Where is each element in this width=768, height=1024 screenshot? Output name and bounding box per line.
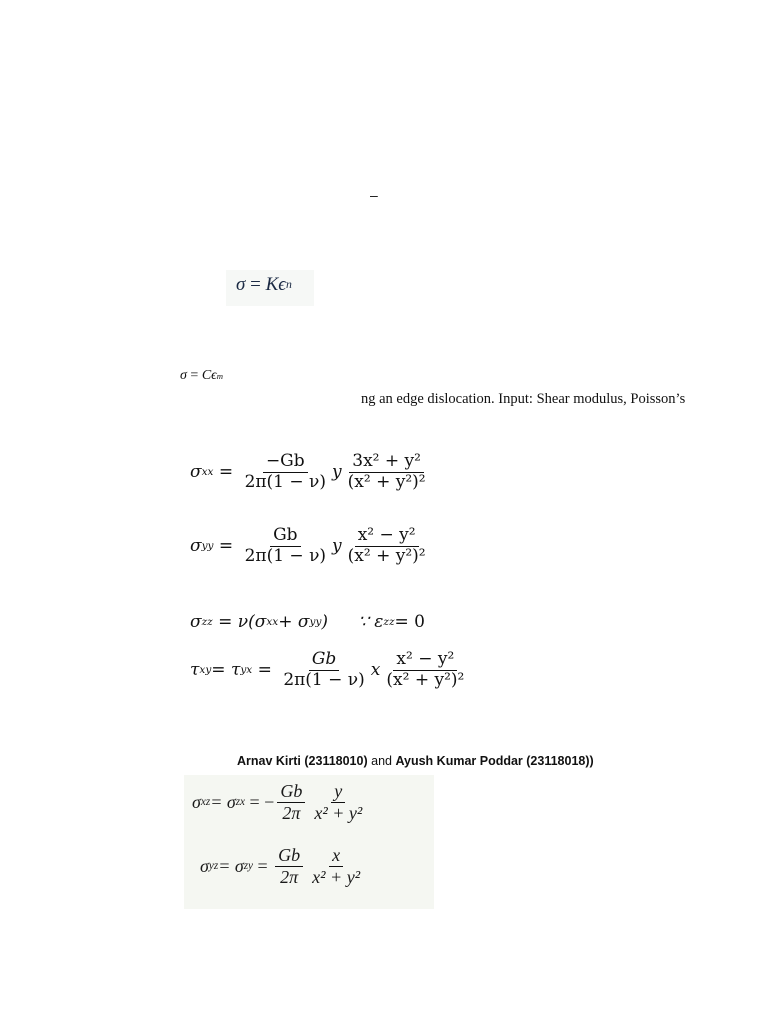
sigma-symbol: σ <box>236 274 246 295</box>
because-clause: ∵ ε <box>358 612 384 632</box>
sigma-symbol: σ <box>192 791 201 812</box>
because-rhs: = 0 <box>394 612 425 632</box>
sigma-xz-equation: σ xz = σ zx = − $\frac{Gb}{2\pi}$ $\frac{y}{\text{x² + y²}}$ <box>192 781 368 823</box>
sigma-zy: = σ <box>218 855 244 876</box>
author-2: Ayush Kumar Poddar (23118018)) <box>395 754 594 768</box>
multiplier: y <box>332 462 342 483</box>
denominator: 2π(1 − ν) <box>244 471 327 492</box>
fraction <box>242 452 329 492</box>
fraction <box>383 650 467 690</box>
rhs-text: + σ <box>278 612 310 632</box>
power-law-equation-2: σ = C ϵ m <box>180 368 224 383</box>
equals-minus: = − <box>245 791 275 812</box>
numerator: 3x² + y² <box>349 452 424 473</box>
multiplier: y <box>332 536 342 557</box>
body-text-fragment: ng an edge dislocation. Input: Shear modulus, Poisson’s <box>361 391 686 407</box>
numerator: y <box>331 781 345 803</box>
c-constant: C <box>201 368 212 383</box>
equals-sign: = <box>190 368 199 383</box>
k-constant: K <box>265 274 279 295</box>
fraction <box>309 845 363 887</box>
denominator: 2π(1 − ν) <box>283 669 365 690</box>
fraction <box>275 845 303 887</box>
sigma-yy-equation: σ yy = $\frac{Gb}{2\pi(1 - \nu)}$ y $\frac{\text{x² − y²}}{\text{(x² + y²)²}}$ <box>190 526 432 566</box>
fraction <box>277 781 305 823</box>
denominator: x² + y² <box>312 866 361 887</box>
sigma-zz-equation: σ zz = ν(σ xx + σ yy ) ∵ ε zz = 0 <box>190 612 425 632</box>
fraction <box>242 526 329 566</box>
sigma-symbol: σ <box>190 462 202 483</box>
denominator: 2π(1 − ν) <box>244 545 327 566</box>
sigma-zx: = σ <box>210 791 236 812</box>
sigma-symbol: σ <box>190 612 202 632</box>
denominator: 2π <box>282 802 301 823</box>
sigma-symbol: σ <box>180 368 187 383</box>
numerator: Gb <box>275 845 303 867</box>
denominator: (x² + y²)² <box>347 545 426 566</box>
multiplier: x <box>370 660 381 681</box>
author-1: Arnav Kirti (23118010) <box>237 754 368 768</box>
numerator: x² − y² <box>355 526 419 547</box>
fraction <box>280 650 367 690</box>
close-paren: ) <box>321 612 329 632</box>
tau-xy-equation: τ xy = τ yx = $\frac{Gb}{2\pi(1 - \nu)}$ x $\frac{\text{x² − y²}}{\text{(x² + y²)²}}$ <box>190 650 470 690</box>
numerator: −Gb <box>263 452 308 473</box>
sigma-yz-equation: σ yz = σ zy = $\frac{Gb}{2\pi}$ $\frac{x}{\text{x² + y²}}$ <box>200 845 366 887</box>
authors-line <box>237 754 594 768</box>
denominator: (x² + y²)² <box>386 669 465 690</box>
tau-symbol: τ <box>190 660 200 681</box>
fraction <box>345 452 429 492</box>
sigma-symbol: σ <box>190 536 202 557</box>
screw-dislocation-stress-image <box>184 775 434 909</box>
edge-dislocation-stress-image <box>180 440 488 710</box>
denominator: x² + y² <box>314 802 363 823</box>
author-conjunction: and <box>367 754 396 768</box>
tau-yx: = τ <box>211 660 241 681</box>
sigma-symbol: σ <box>200 855 209 876</box>
equals-sign: = <box>250 274 261 295</box>
epsilon-symbol: ϵ <box>278 274 286 295</box>
dash-mark: – <box>370 187 378 203</box>
numerator: x² − y² <box>393 650 457 671</box>
numerator: Gb <box>309 650 339 671</box>
fraction <box>311 781 365 823</box>
fraction <box>345 526 429 566</box>
rhs-text: = ν(σ <box>218 612 267 632</box>
denominator: (x² + y²)² <box>347 471 426 492</box>
numerator: x <box>329 845 343 867</box>
power-law-equation: σ = K ϵ n <box>236 274 292 295</box>
power-law-image <box>226 270 314 306</box>
numerator: Gb <box>270 526 300 547</box>
epsilon-symbol: ϵ <box>211 368 217 383</box>
sigma-xx-equation: σ xx = $\frac{-Gb}{2\pi(1 - \nu)}$ y $\frac{\text{3x² + y²}}{\text{(x² + y²)²}}$ <box>190 452 432 492</box>
equals-sign: = <box>253 855 273 876</box>
numerator: Gb <box>277 781 305 803</box>
denominator: 2π <box>280 866 299 887</box>
